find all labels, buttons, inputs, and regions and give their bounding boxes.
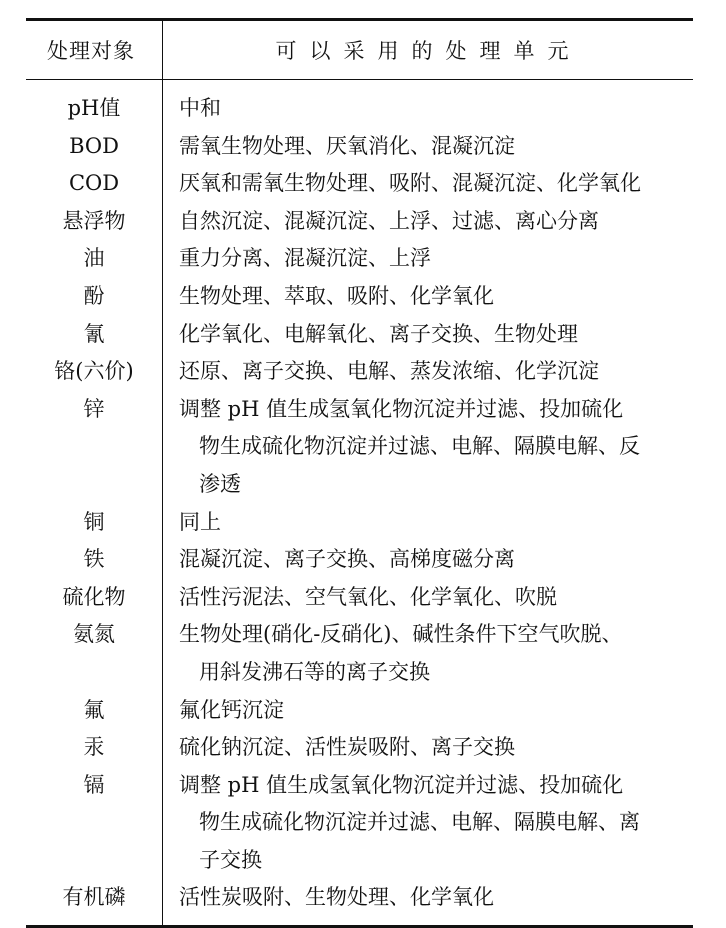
row-methods — [162, 504, 693, 542]
row-object: 镉 — [83, 772, 105, 797]
row-methods — [162, 616, 693, 691]
method-line: 生物处理、萃取、吸附、化学氧化 — [179, 283, 494, 308]
row-object: 有机磷 — [62, 885, 126, 910]
row-object: 氟 — [83, 697, 105, 722]
table-row — [26, 616, 693, 691]
treatment-table — [26, 18, 693, 928]
table-row — [26, 203, 693, 241]
table-row — [26, 767, 693, 880]
row-methods — [162, 128, 693, 166]
row-object: 汞 — [83, 735, 105, 760]
method-line: 还原、离子交换、电解、蒸发浓缩、化学沉淀 — [179, 359, 599, 384]
table-row — [26, 391, 693, 504]
row-methods — [162, 316, 693, 354]
method-line: 物生成硫化物沉淀并过滤、电解、隔膜电解、离 — [199, 810, 640, 835]
table-row — [26, 504, 693, 542]
table-row — [26, 165, 693, 203]
row-methods — [162, 692, 693, 730]
row-object: 油 — [83, 246, 105, 271]
row-methods — [162, 203, 693, 241]
method-line: 活性炭吸附、生物处理、化学氧化 — [179, 885, 494, 910]
method-line: 渗透 — [199, 471, 241, 496]
method-line: 硫化钠沉淀、活性炭吸附、离子交换 — [179, 735, 515, 760]
table-row — [26, 316, 693, 354]
header-object: 处理对象 — [47, 39, 135, 63]
row-object: 铬(六价) — [54, 359, 134, 384]
method-line: 中和 — [179, 96, 221, 120]
method-line: 同上 — [179, 509, 221, 534]
row-object: 锌 — [83, 396, 105, 421]
method-line: 混凝沉淀、离子交换、高梯度磁分离 — [179, 547, 515, 572]
row-object: 氰 — [83, 321, 105, 346]
method-line: 调整 pH 值生成氢氧化物沉淀并过滤、投加硫化 — [179, 396, 624, 421]
row-methods — [162, 579, 693, 617]
row-object: 悬浮物 — [62, 208, 126, 233]
row-object: BOD — [69, 133, 119, 158]
method-line: 自然沉淀、混凝沉淀、上浮、过滤、离心分离 — [179, 208, 599, 233]
method-line: 化学氧化、电解氧化、离子交换、生物处理 — [179, 321, 578, 346]
column-divider-body — [162, 80, 163, 925]
table-row — [26, 879, 693, 917]
table-row — [26, 90, 693, 128]
header-methods: 可以采用的处理单元 — [275, 39, 582, 63]
table-row — [26, 692, 693, 730]
table-row — [26, 128, 693, 166]
row-object: 铁 — [83, 547, 105, 572]
row-methods — [162, 729, 693, 767]
row-object: 硫化物 — [62, 584, 126, 609]
method-line: 用斜发沸石等的离子交换 — [199, 659, 430, 684]
row-methods — [162, 541, 693, 579]
method-line: 子交换 — [199, 847, 262, 872]
method-line: 氟化钙沉淀 — [179, 697, 284, 722]
method-line: 厌氧和需氧生物处理、吸附、混凝沉淀、化学氧化 — [179, 171, 641, 196]
table-row — [26, 240, 693, 278]
method-line: 调整 pH 值生成氢氧化物沉淀并过滤、投加硫化 — [179, 772, 624, 797]
table-row — [26, 353, 693, 391]
row-methods — [162, 240, 693, 278]
table-row — [26, 579, 693, 617]
row-object: 酚 — [83, 283, 105, 308]
row-object: 氨氮 — [73, 622, 115, 647]
row-object: pH值 — [67, 96, 121, 120]
method-line: 需氧生物处理、厌氧消化、混凝沉淀 — [179, 133, 515, 158]
row-object: 铜 — [83, 509, 105, 534]
table-row — [26, 541, 693, 579]
method-line: 生物处理(硝化-反硝化)、碱性条件下空气吹脱、 — [179, 622, 623, 647]
table-header — [26, 21, 693, 79]
table-row — [26, 278, 693, 316]
column-divider — [162, 21, 163, 79]
method-line: 重力分离、混凝沉淀、上浮 — [179, 246, 431, 271]
row-methods — [162, 278, 693, 316]
row-methods — [162, 165, 693, 203]
table-row — [26, 729, 693, 767]
row-methods — [162, 353, 693, 391]
row-methods — [162, 90, 693, 128]
table-body — [26, 80, 693, 925]
row-methods — [162, 391, 693, 504]
row-object: COD — [68, 171, 120, 196]
row-methods — [162, 767, 693, 880]
method-line: 物生成硫化物沉淀并过滤、电解、隔膜电解、反 — [199, 434, 640, 459]
method-line: 活性污泥法、空气氧化、化学氧化、吹脱 — [179, 584, 557, 609]
row-methods — [162, 879, 693, 917]
